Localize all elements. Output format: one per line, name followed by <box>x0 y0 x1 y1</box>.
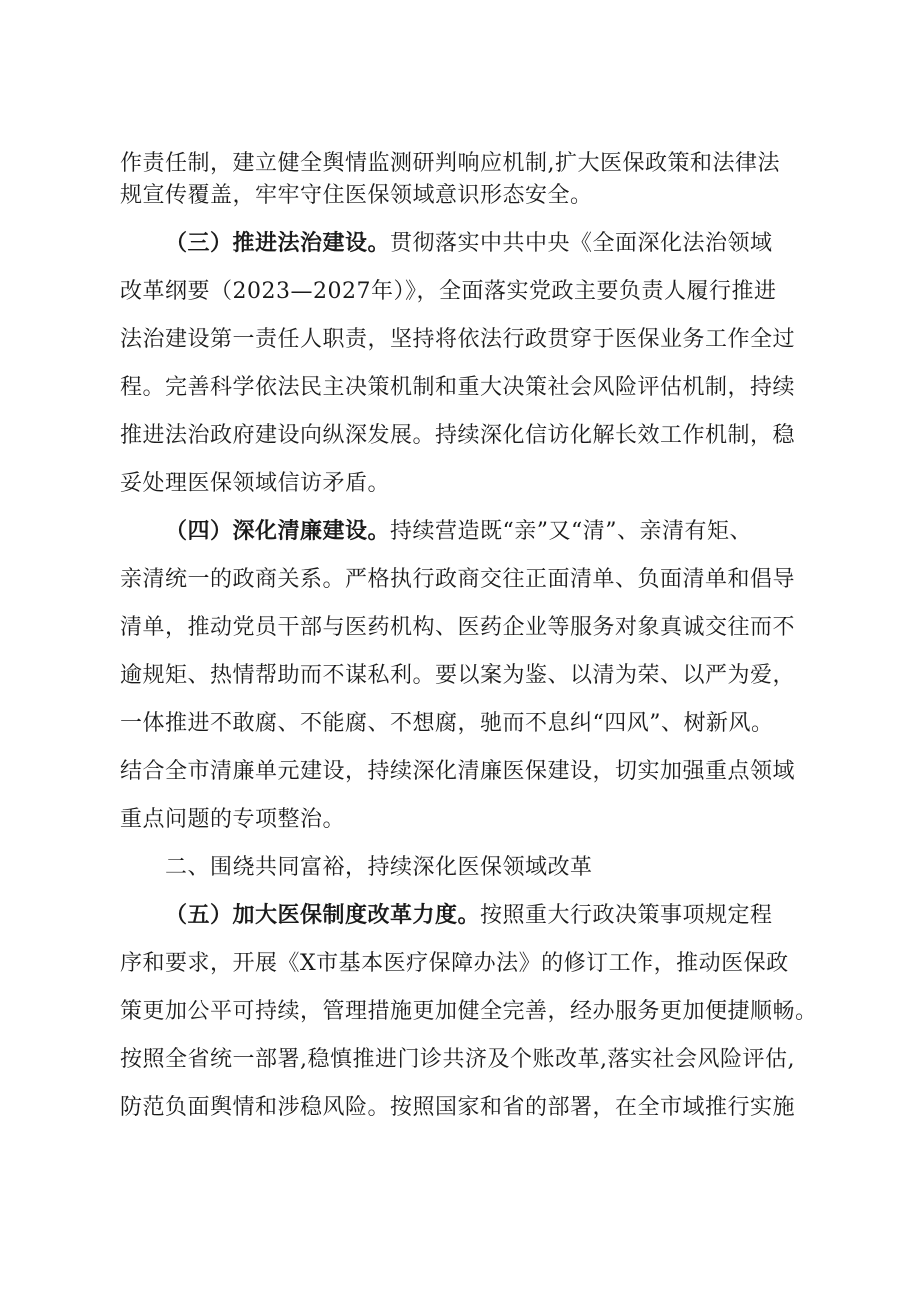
paragraph-line: 亲清统一的政商关系。严格执行政商交往正面清单、负面清单和倡导 <box>120 567 796 592</box>
paragraph-first-line <box>165 229 865 259</box>
paragraph-line: 法治建设第一责任人职责，坚持将依法行政贯穿于医保业务工作全过 <box>120 327 796 352</box>
paragraph-line: 妥处理医保领域信访矛盾。 <box>120 471 391 496</box>
paragraph-lead: （四）深化清廉建设。 <box>165 519 391 544</box>
paragraph-line: 结合全市清廉单元建设，持续深化清廉医保建设，切实加强重点领域 <box>120 759 796 784</box>
paragraph-line: 重点问题的专项整治。 <box>120 807 346 832</box>
paragraph-line: 程。完善科学依法民主决策机制和重大决策社会风险评估机制，持续 <box>120 375 796 400</box>
paragraph-text: 贯彻落实中共中央《全面深化法治领域 <box>390 231 773 256</box>
paragraph-text: 持续营造既“亲”又“清”、亲清有矩、 <box>390 519 753 544</box>
paragraph-text: 按照重大行政决策事项规定程 <box>480 903 773 928</box>
paragraph-lead: （三）推进法治建设。 <box>165 231 391 256</box>
paragraph-line: 按照全省统一部署,稳慎推进门诊共济及个账改革,落实社会风险评估, <box>120 1047 795 1072</box>
paragraph-line: 作责任制，建立健全舆情监测研判响应机制,扩大医保政策和法律法 <box>120 151 780 176</box>
paragraph-line: 一体推进不敢腐、不能腐、不想腐，驰而不息纠“四风”、树新风。 <box>120 711 774 736</box>
paragraph-line: 改革纲要（2023—2027年）》，全面落实党政主要负责人履行推进 <box>120 279 777 304</box>
paragraph-first-line <box>165 901 865 931</box>
paragraph-line: 序和要求，开展《X市基本医疗保障办法》的修订工作，推动医保政 <box>120 951 789 976</box>
paragraph-line: 规宣传覆盖，牢牢守住医保领域意识形态安全。 <box>120 183 593 208</box>
paragraph-line: 逾规矩、热情帮助而不谋私利。要以案为鉴、以清为荣、以严为爱， <box>120 663 796 688</box>
paragraph-line: 防范负面舆情和涉稳风险。按照国家和省的部署，在全市域推行实施 <box>120 1095 796 1120</box>
paragraph-first-line <box>165 517 865 547</box>
paragraph-line: 推进法治政府建设向纵深发展。持续深化信访化解长效工作机制，稳 <box>120 423 796 448</box>
paragraph-lead: （五）加大医保制度改革力度。 <box>165 903 481 928</box>
paragraph-line: 策更加公平可持续，管理措施更加健全完善，经办服务更加便捷顺畅。 <box>120 999 818 1024</box>
section-heading: 二、围绕共同富裕，持续深化医保领域改革 <box>165 855 593 880</box>
paragraph-line: 清单，推动党员干部与医药机构、医药企业等服务对象真诚交往而不 <box>120 615 796 640</box>
